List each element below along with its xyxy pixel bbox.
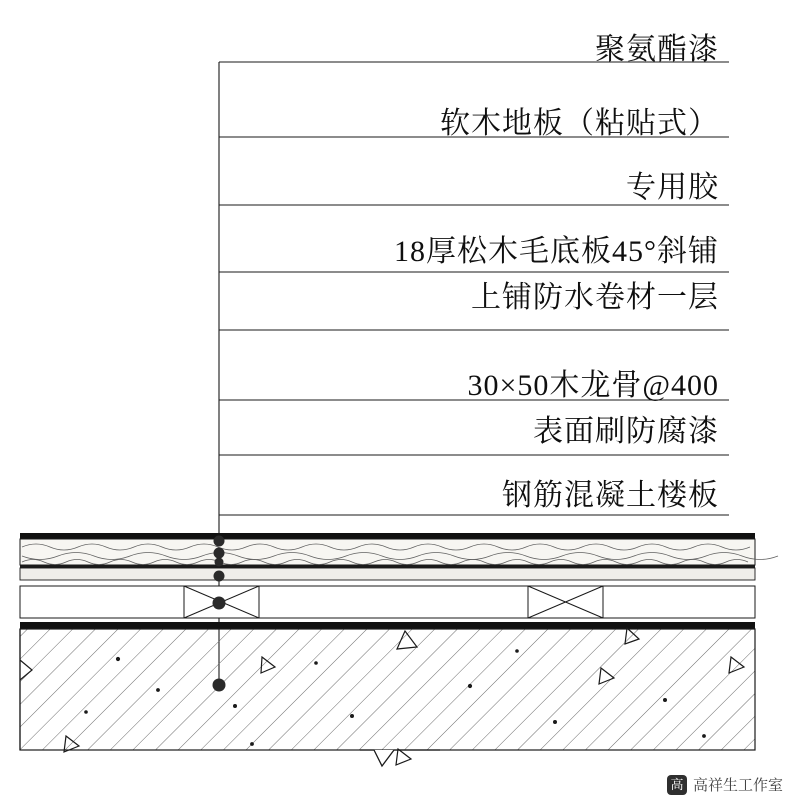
watermark-text: 高祥生工作室: [692, 777, 783, 794]
callout-label-antiseptic: 表面刷防腐漆: [533, 415, 719, 448]
callout-label-subfloor: 18厚松木毛底板45°斜铺: [394, 235, 719, 268]
floor-assembly: [20, 533, 778, 766]
layer-joist-cavity: [20, 586, 755, 618]
timber-joist: [528, 586, 603, 618]
watermark-badge-icon: 高: [667, 775, 687, 795]
callout-label-coat: 聚氨酯漆: [595, 33, 719, 66]
layer-leveling: [20, 568, 755, 580]
layer-finish-coat: [20, 533, 755, 539]
callout-label-joist: 30×50木龙骨@400: [467, 369, 719, 402]
watermark: [667, 774, 783, 795]
reinforced-concrete-slab: [20, 628, 755, 765]
layer-waterproof-membrane: [20, 565, 755, 568]
callout-label-slab: 钢筋混凝土楼板: [502, 479, 719, 512]
slab-top-edge: [20, 622, 755, 629]
callout-label-cork: 软木地板（粘贴式）: [440, 107, 719, 140]
callout-label-membrane: 上铺防水卷材一层: [471, 281, 719, 314]
callout-label-glue: 专用胶: [626, 171, 719, 204]
